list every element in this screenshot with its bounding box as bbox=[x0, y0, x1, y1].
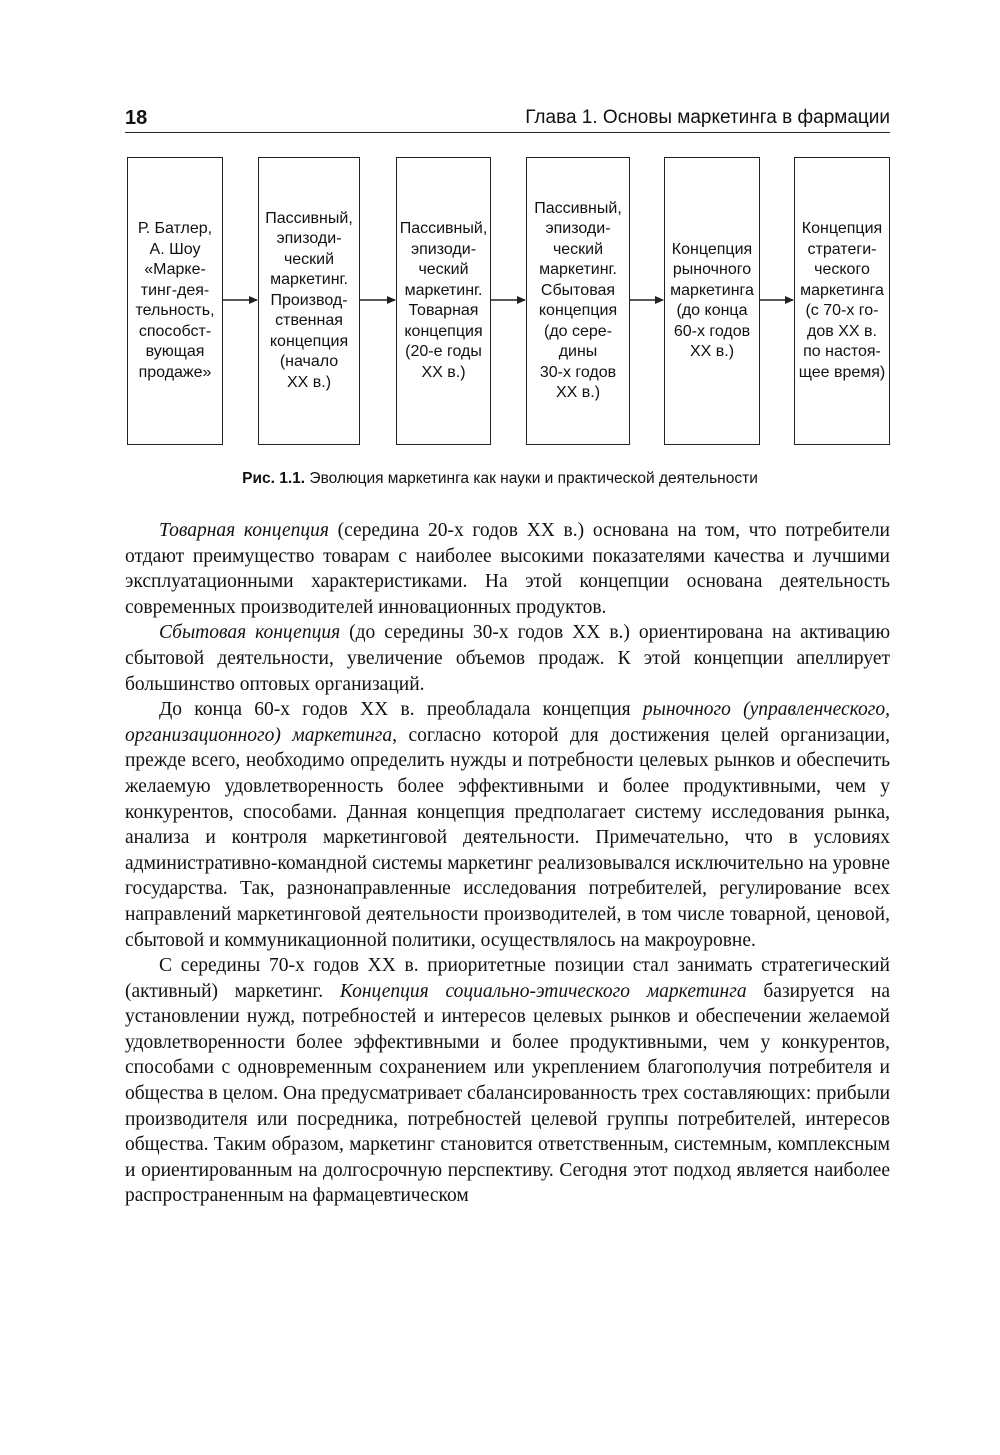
caption-label: Рис. 1.1. bbox=[242, 470, 306, 487]
box-3-text: Пассивный, эпизоди- ческий маркетинг. Товарная концепция (20-е годы XX в.) bbox=[399, 220, 488, 381]
paragraph-3-text: , согласно которой для достижения целей организации, прежде всего, необходимо определить нужды и потребности целевых рынков и обеспечить желаемую удовлетворенность более эффективными и более продуктивными, чем у конкурентов, способами. Данная концепция предполагает систему исследования рынка, анализа и контроля маркетинговой деятельности. Примечательно, что в условиях административно-командной системы маркетинг реализовывался исключительно на уровне государства. Так, разнонаправленные исследования потребителей, регулирование всех направлений маркетинговой деятельности производителей, в том числе товарной, ценовой, сбытовой и коммуникационной политики, осуществлялось на макроуровне. bbox=[125, 724, 890, 951]
paragraph-4-start: С середины 70-х годов XX в. приоритетные позиции стал занимать стратегический (активный) маркетинг. bbox=[125, 955, 890, 1002]
box-5-text: Концепция рыночного маркетинга (до конца 60-х годов XX в.) bbox=[670, 240, 754, 360]
box-butler-shaw bbox=[127, 157, 223, 445]
box-1-text: Р. Батлер, А. Шоу «Марке- тинг-дея- тельность, способст- вующая продаже» bbox=[135, 220, 215, 381]
paragraph-social-ethical-concept bbox=[125, 953, 890, 1209]
box-2-text: Пассивный, эпизоди- ческий маркетинг. Производ- ственная концепция (начало XX в.) bbox=[265, 209, 353, 391]
figure-caption bbox=[0, 470, 1000, 488]
term-product-concept: Товарная концепция bbox=[159, 520, 329, 541]
paragraph-product-concept bbox=[125, 518, 890, 620]
paragraph-2-text: (до середины 30-х годов XX в.) ориентирована на активацию сбытовой деятельности, увеличение объемов продаж. К этой концепции апеллирует большинство оптовых организаций. bbox=[125, 622, 891, 695]
paragraph-1-text: (середина 20-х годов XX в.) основана на том, что потребители отдают преимущество товарам с наиболее высокими показателями качества и лучшими эксплуатационными характеристиками. На этой концепции основана деятельность современных производителей инновационных продуктов. bbox=[125, 520, 890, 618]
page-header bbox=[125, 102, 890, 133]
paragraph-market-concept bbox=[125, 697, 890, 953]
box-market-concept bbox=[664, 157, 760, 445]
term-market-concept: рыночного (управленческого, организационного) маркетинга bbox=[125, 699, 891, 746]
flow-arrows bbox=[125, 155, 890, 450]
box-sales-concept bbox=[526, 157, 630, 445]
chapter-title: Глава 1. Основы маркетинга в фармации bbox=[525, 107, 890, 128]
figure-marketing-evolution bbox=[125, 155, 890, 450]
box-product-concept bbox=[396, 157, 491, 445]
paragraph-sales-concept bbox=[125, 620, 890, 697]
box-6-text: Концепция стратеги- ческого маркетинга (с 70-х го- дов XX в. по настоя- щее время) bbox=[798, 220, 886, 381]
term-social-ethical-concept: Концепция социально-этического маркетинга bbox=[339, 980, 747, 1002]
caption-text: Эволюция маркетинга как науки и практической деятельности bbox=[309, 470, 758, 487]
box-strategic-concept bbox=[794, 157, 890, 445]
paragraph-3-start: До конца 60-х годов XX в. преобладала концепция bbox=[159, 699, 631, 721]
body-text bbox=[125, 518, 890, 1209]
page-number: 18 bbox=[125, 107, 148, 129]
paragraph-4-text: базируется на установлении нужд, потребностей и интересов целевых рынков и обеспечении желаемой удовлетворенности более эффективными и более продуктивными, чем у конкурентов, способами с одновременным сохранением или укреплением благополучия потребителя и общества в целом. Она предусматривает сбалансированность трех составляющих: прибыли производителя или посредника, потребностей целевой группы потребителей, интересов общества. Таким образом, маркетинг становится ответственным, системным, комплексным и ориентированным на долгосрочную перспективу. Сегодня этот подход является наиболее распространенным на фармацевтическом bbox=[125, 980, 890, 1207]
box-4-text: Пассивный, эпизоди- ческий маркетинг. Сбытовая концепция (до сере- дины 30-х годов XX в.) bbox=[534, 199, 622, 401]
box-production-concept bbox=[258, 157, 360, 445]
term-sales-concept: Сбытовая концепция bbox=[159, 622, 341, 644]
